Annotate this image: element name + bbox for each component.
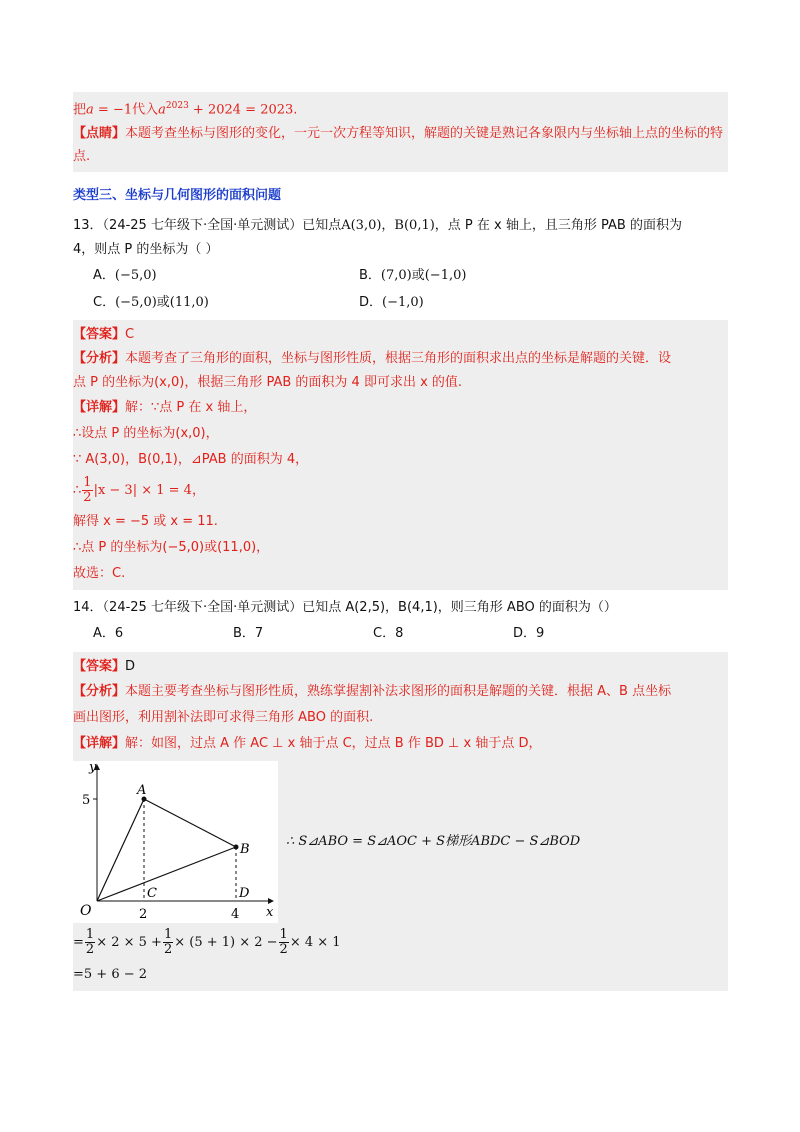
q13-detail-7: 故选：C. [73, 566, 126, 582]
q13-options [73, 262, 728, 316]
q14-solution-block [73, 652, 728, 991]
q14-option-c: C．8 [373, 626, 404, 642]
fraction-half: $\frac{1}{2}$ [83, 475, 92, 506]
q14-calc-1: = $\frac{1}{2}$ × 2 × 5 + $\frac{1}{2}$ × (5 + 1) × 2 − $\frac{1}{2}$ × 4 × 1 [73, 927, 341, 958]
tick-4-label: 4 [231, 907, 240, 923]
section-title: 类型三、坐标与几何图形的面积问题 [73, 188, 282, 204]
q13-detail-2: ∴设点 P 的坐标为(x,0)， [73, 426, 219, 442]
q13-stem-line2: 4，则点 P 的坐标为（ ） [73, 242, 219, 258]
prev-solution-line: 把a = −1代入$a^{2023} + 2024 = 2023$. [73, 101, 298, 118]
q14-calc-2: =5 + 6 − 2 [73, 967, 148, 983]
origin-label: O [80, 903, 92, 920]
prev-solution-block [73, 92, 728, 172]
axis-y-label: y [89, 761, 97, 776]
q13-solution-block [73, 320, 728, 590]
q13-detail-5: 解得 x = −5 或 x = 11. [73, 514, 218, 530]
question-13 [73, 214, 728, 316]
document-page [73, 92, 728, 991]
q13-option-d: D．(−1,0) [359, 295, 424, 311]
q13-option-b: B．(7,0)或(−1,0) [359, 268, 467, 284]
axis-x-label: x [266, 905, 274, 921]
dianjing-note: 【点睛】本题考查坐标与图形的变化，一元一次方程等知识，解题的关键是熟记各象限内与坐标轴上点的坐标的特点. [73, 126, 724, 165]
q13-detail-3: ∵ A(3,0)，B(0,1)，⊿PAB 的面积为 4， [73, 452, 309, 468]
q14-analysis-2: 画出图形，利用割补法即可求得三角形 ABO 的面积. [73, 710, 374, 726]
fraction-half-1: $\frac{1}{2}$ [85, 927, 95, 958]
q13-option-a: A．(−5,0) [93, 268, 157, 284]
point-a-label: A [137, 783, 147, 799]
q13-option-c: C．(−5,0)或(11,0) [93, 295, 209, 311]
point-d-label: D [239, 886, 250, 902]
tick-2-label: 2 [139, 907, 148, 923]
area-formula: ∴ S⊿ABO = S⊿AOC + S梯形ABDC − S⊿BOD [286, 833, 581, 849]
question-14 [73, 596, 728, 646]
q13-detail-6: ∴点 P 的坐标为(−5,0)或(11,0)， [73, 540, 270, 556]
segment-ab [144, 799, 236, 847]
q13-answer: 【答案】C [73, 327, 135, 343]
q13-detail-4: ∴ $\frac{1}{2}$ |x − 3| × 1 = 4， [73, 475, 205, 506]
q14-detail: 【详解】解：如图，过点 A 作 AC ⊥ x 轴于点 C，过点 B 作 BD ⊥ x 轴于点 D， [73, 736, 542, 752]
coordinate-figure [73, 761, 278, 923]
q13-stem: 13．（24-25 七年级下·全国·单元测试）已知点A(3,0)，B(0,1)，点 P 在 x 轴上，且三角形 PAB 的面积为 [73, 218, 682, 234]
point-b-label: B [240, 842, 250, 858]
q13-analysis: 【分析】本题考查了三角形的面积，坐标与图形性质，根据三角形的面积求出点的坐标是解题的关键．设 [73, 351, 672, 367]
q13-detail: 【详解】解：∵点 P 在 x 轴上， [73, 400, 257, 416]
q13-analysis-2: 点 P 的坐标为(x,0)，根据三角形 PAB 的面积为 4 即可求出 x 的值. [73, 375, 463, 391]
q14-options [73, 622, 728, 646]
q14-stem: 14．（24-25 七年级下·全国·单元测试）已知点 A(2,5)，B(4,1)，则三角形 ABO 的面积为（） [73, 600, 617, 616]
q14-figure-row [73, 761, 728, 923]
point-b [234, 845, 239, 850]
fraction-half-2: $\frac{1}{2}$ [163, 927, 173, 958]
q14-analysis: 【分析】本题主要考查坐标与图形性质，熟练掌握割补法求图形的面积是解题的关键．根据 A、B 点坐标 [73, 684, 672, 700]
point-c-label: C [147, 886, 157, 902]
q14-option-a: A．6 [93, 626, 124, 642]
q14-option-b: B．7 [233, 626, 264, 642]
tick-5-label: 5 [82, 793, 91, 809]
fraction-half-3: $\frac{1}{2}$ [279, 927, 288, 958]
q14-option-d: D．9 [513, 626, 545, 642]
q14-answer: 【答案】D [73, 659, 136, 675]
